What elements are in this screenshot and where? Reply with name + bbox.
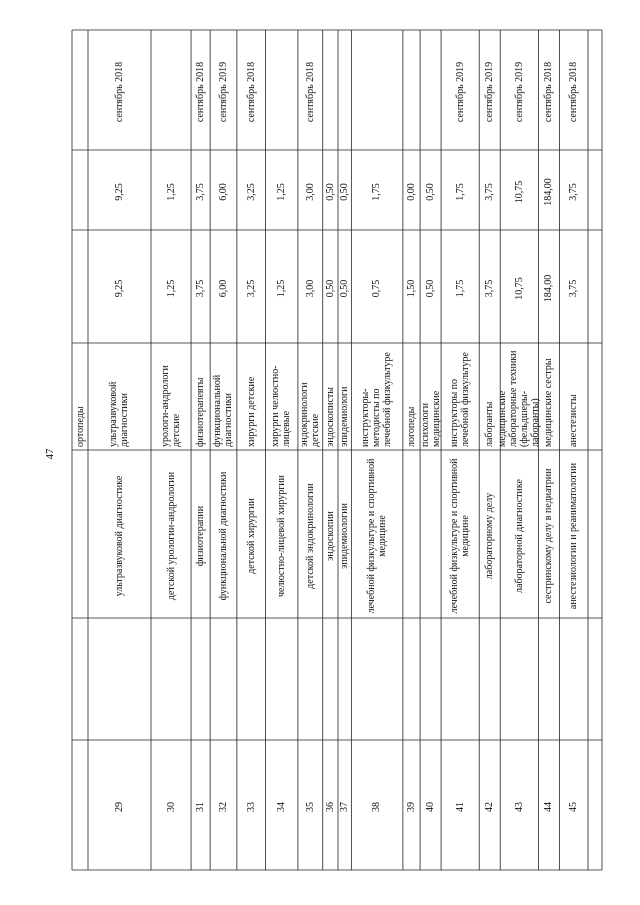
position-cell: урологи-андрологи детские bbox=[160, 365, 182, 447]
rotated-staff-table bbox=[72, 30, 602, 870]
date-cell: сентябрь 2018 bbox=[304, 61, 316, 123]
date-cell: сентябрь 2018 bbox=[195, 61, 207, 123]
specialty-cell: лечебной физкультуре и спортивной медицине bbox=[449, 458, 472, 614]
specialty-cell: лабораторному делу bbox=[484, 492, 496, 580]
row-number: 40 bbox=[425, 802, 437, 812]
row-number: 36 bbox=[324, 802, 336, 812]
position-cell: медицинские лабораторные техники (фельдшеры-лаборанты) bbox=[497, 350, 542, 447]
rate-norm-cell: 3,00 bbox=[304, 279, 316, 298]
position-cell: эндоскописты bbox=[324, 387, 336, 447]
rate-actual-cell: 1,75 bbox=[454, 183, 466, 201]
position-cell: анестезисты bbox=[568, 394, 580, 447]
specialty-cell: лечебной физкультуре и спортивной медицине bbox=[366, 458, 389, 614]
row-number: 30 bbox=[165, 802, 177, 812]
date-cell: сентябрь 2018 bbox=[543, 61, 555, 123]
specialty-cell: лабораторной диагностике bbox=[513, 479, 525, 593]
rate-norm-cell: 6,00 bbox=[217, 279, 229, 298]
rate-norm-cell: 0,50 bbox=[339, 279, 351, 298]
specialty-cell: анестезиологии и реаниматологии bbox=[568, 462, 580, 610]
row-number: 39 bbox=[405, 802, 417, 812]
rate-norm-cell: 3,75 bbox=[484, 279, 496, 298]
position-cell: функциональной диагностики bbox=[212, 374, 235, 447]
row-number: 44 bbox=[543, 802, 555, 812]
date-cell: сентябрь 2018 bbox=[245, 61, 257, 123]
rate-actual-cell: 1,25 bbox=[276, 183, 288, 201]
rate-norm-cell: 0,50 bbox=[425, 279, 437, 298]
position-cell: инструкторы по лечебной физкультуре bbox=[449, 352, 472, 447]
rate-actual-cell: 3,75 bbox=[484, 183, 496, 201]
date-cell: сентябрь 2019 bbox=[484, 61, 496, 123]
date-cell: сентябрь 2019 bbox=[454, 61, 466, 123]
row-number: 45 bbox=[568, 802, 580, 812]
rate-actual-cell: 1,25 bbox=[165, 183, 177, 201]
rate-norm-cell: 184,00 bbox=[543, 274, 555, 303]
specialty-cell: физиотерапии bbox=[195, 505, 207, 567]
row-number: 43 bbox=[513, 802, 525, 812]
row-number: 35 bbox=[304, 802, 316, 812]
position-cell: медицинские сестры bbox=[543, 358, 555, 447]
position-cell: инструкторы-методисты по лечебной физкультуре bbox=[360, 352, 394, 447]
rate-norm-cell: 3,75 bbox=[195, 279, 207, 298]
position-cell: эпидемиологи bbox=[339, 386, 351, 447]
rate-norm-cell: 1,75 bbox=[454, 279, 466, 298]
position-cell: хирурги детские bbox=[245, 376, 257, 447]
specialty-cell: детской урологии-андрологии bbox=[165, 471, 177, 601]
specialty-cell: сестринскому делу в педиатрии bbox=[543, 468, 555, 604]
page-number: 47 bbox=[44, 448, 56, 460]
header-fragment: ортопеды bbox=[74, 406, 86, 447]
specialty-cell: эпидемиологии bbox=[339, 503, 351, 569]
rate-norm-cell: 3,75 bbox=[568, 279, 580, 298]
rate-norm-cell: 1,50 bbox=[405, 279, 417, 298]
position-cell: психологи медицинские bbox=[419, 390, 442, 447]
specialty-cell: челюстно-лицевой хирургии bbox=[276, 474, 288, 598]
date-cell: сентябрь 2019 bbox=[217, 61, 229, 123]
rate-norm-cell: 3,25 bbox=[245, 279, 257, 298]
rate-actual-cell: 0,50 bbox=[324, 183, 336, 201]
row-number: 31 bbox=[195, 802, 207, 812]
specialty-cell: детской эндокринологии bbox=[304, 483, 316, 589]
rate-actual-cell: 3,75 bbox=[195, 183, 207, 201]
rate-actual-cell: 9,25 bbox=[113, 183, 125, 201]
specialty-cell: ультразвуковой диагностике bbox=[113, 475, 125, 597]
rate-actual-cell: 0,50 bbox=[425, 183, 437, 201]
row-number: 34 bbox=[276, 802, 288, 812]
rate-norm-cell: 1,25 bbox=[165, 279, 177, 298]
date-cell: сентябрь 2018 bbox=[568, 61, 580, 123]
rate-actual-cell: 6,00 bbox=[217, 183, 229, 201]
position-cell: ультразвуковой диагностики bbox=[108, 381, 131, 447]
specialty-cell: эндоскопии bbox=[324, 511, 336, 561]
row-number: 37 bbox=[339, 802, 351, 812]
row-number: 33 bbox=[245, 802, 257, 812]
rate-norm-cell: 0,50 bbox=[324, 279, 336, 298]
rate-norm-cell: 1,25 bbox=[276, 279, 288, 298]
position-cell: хирурги челюстно-лицевые bbox=[270, 365, 293, 447]
position-cell: физиотерапевты bbox=[195, 377, 207, 447]
position-cell: логопеды bbox=[405, 406, 417, 447]
rate-norm-cell: 10,75 bbox=[513, 277, 525, 300]
row-number: 32 bbox=[217, 802, 229, 812]
rate-norm-cell: 9,25 bbox=[113, 279, 125, 298]
row-number: 38 bbox=[371, 802, 383, 812]
date-cell: сентябрь 2019 bbox=[513, 61, 525, 123]
rate-actual-cell: 0,50 bbox=[339, 183, 351, 201]
rate-actual-cell: 3,25 bbox=[245, 183, 257, 201]
rate-norm-cell: 0,75 bbox=[371, 279, 383, 298]
rate-actual-cell: 184,00 bbox=[543, 178, 555, 206]
date-cell: сентябрь 2018 bbox=[113, 61, 125, 123]
position-cell: эндокринологи детские bbox=[299, 382, 322, 447]
rate-actual-cell: 3,75 bbox=[568, 183, 580, 201]
row-number: 41 bbox=[454, 802, 466, 812]
row-number: 29 bbox=[113, 802, 125, 812]
specialty-cell: детской хирургии bbox=[245, 498, 257, 574]
rate-actual-cell: 1,75 bbox=[371, 183, 383, 201]
row-number: 42 bbox=[484, 802, 496, 812]
position-cell: лаборанты bbox=[484, 401, 496, 447]
rate-actual-cell: 10,75 bbox=[513, 180, 525, 204]
specialty-cell: функциональной диагностики bbox=[217, 471, 229, 601]
rate-actual-cell: 0,00 bbox=[405, 183, 417, 201]
rate-actual-cell: 3,00 bbox=[304, 183, 316, 201]
